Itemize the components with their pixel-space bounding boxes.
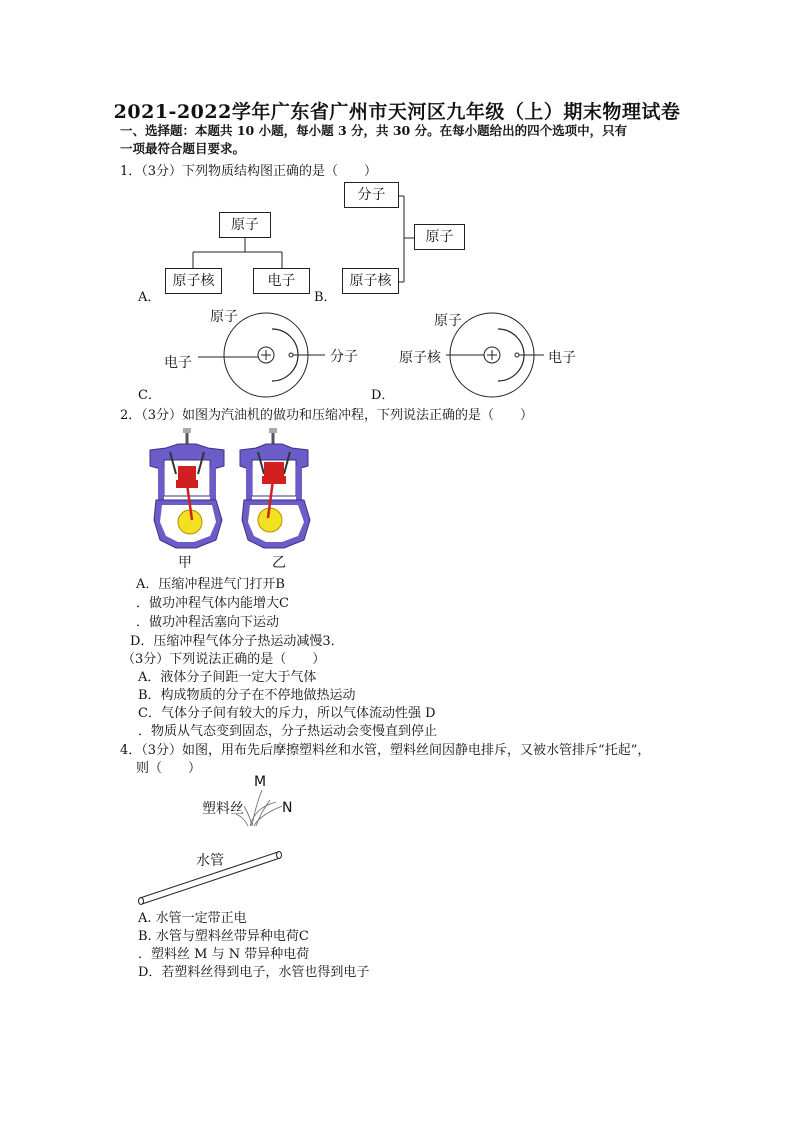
q4-pipe-label: 水管 (196, 853, 224, 869)
q2-line-3: ．做功冲程活塞向下运动 (136, 615, 280, 630)
q3-line-1: A．液体分子间距一定大于气体 (138, 670, 317, 685)
q1-figC-atom-label: 原子 (210, 309, 238, 325)
q1-figA-electron-box: 电子 (253, 268, 310, 294)
q4-strand-N-label: N (282, 800, 293, 816)
q1-figC-electron-label: 电子 (164, 355, 192, 371)
question-4-stem-line2: 则（ ） (136, 761, 202, 776)
paper-title: 2021-2022学年广东省广州市天河区九年级（上）期末物理试卷 (113, 101, 681, 123)
q1-figA-atom-box: 原子 (219, 212, 271, 238)
q3-line-2: B．构成物质的分子在不停地做热运动 (138, 688, 356, 703)
q1-figD-electron-label: 电子 (548, 350, 576, 366)
q1-figC-molecule-label: 分子 (330, 349, 358, 365)
q1-option-B-label: B． (314, 290, 337, 305)
q3-line-3: C．气体分子间有较大的斥力，所以气体流动性强 D (138, 706, 436, 721)
q1-figD-nucleus-label: 原子核 (399, 350, 441, 366)
q4-plastic-label: 塑料丝 (202, 801, 244, 817)
q2-line-1: A．压缩冲程进气门打开B (136, 577, 285, 592)
question-4-stem-line1: 4．（3分）如图，用布先后摩擦塑料丝和水管，塑料丝间因静电排斥，又被水管排斥“托起”， (120, 743, 651, 758)
q2-figure-yi-label: 乙 (272, 555, 286, 571)
q3-line-4: ．物质从气态变到固态，分子热运动会变慢直到停止 (138, 724, 438, 739)
q4-line-4: D．若塑料丝得到电子，水管也得到电子 (138, 965, 370, 980)
q2-figure-jia-label: 甲 (178, 555, 192, 571)
question-2-stem: 2．（3分）如图为汽油机的做功和压缩冲程，下列说法正确的是（ ） (120, 408, 534, 423)
question-3-stem: （3分）下列说法正确的是（ ） (122, 652, 326, 667)
q4-line-1: A. 水管一定带正电 (138, 911, 247, 926)
section-intro-line1: 一、选择题：本题共 10 小题，每小题 3 分，共 30 分。在每小题给出的四个选项中，只有 (120, 123, 628, 138)
q2-line-2: ．做功冲程气体内能增大C (136, 596, 289, 611)
q1-figD-atom-label: 原子 (434, 313, 462, 329)
section-intro-line2: 一项最符合题目要求。 (120, 141, 246, 156)
q1-figB-nucleus-box: 原子核 (342, 268, 399, 294)
q4-strand-M-label: M (254, 774, 267, 790)
q4-line-2: B. 水管与塑料丝带异种电荷C (138, 929, 309, 944)
q2-line-4: D．压缩冲程气体分子热运动减慢3． (130, 634, 344, 649)
q1-option-D-label: D． (371, 388, 395, 403)
q4-line-3: ．塑料丝 M 与 N 带异种电荷 (138, 947, 310, 962)
q1-figB-molecule-box: 分子 (344, 182, 399, 208)
q1-option-A-label: A． (138, 290, 161, 305)
q1-figA-nucleus-box: 原子核 (165, 268, 222, 294)
q1-option-C-label: C． (138, 388, 161, 403)
q1-figB-atom-box: 原子 (414, 224, 465, 250)
question-1-stem: 1．（3分）下列物质结构图正确的是（ ） (120, 164, 378, 179)
